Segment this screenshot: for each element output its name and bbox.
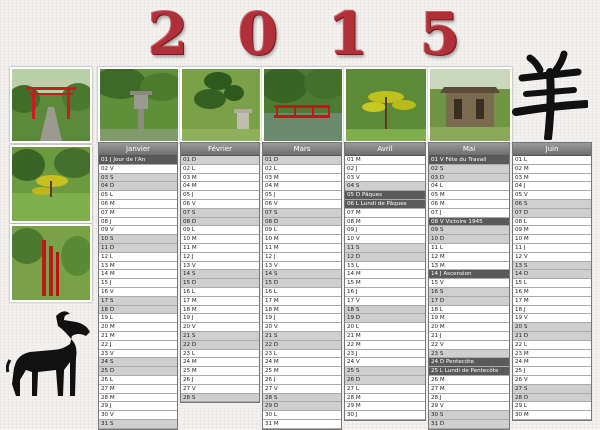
day-row: 21 S bbox=[263, 332, 341, 341]
day-row: 09 M bbox=[513, 226, 591, 235]
month-header: Mars bbox=[263, 143, 341, 156]
year-digit: 0 bbox=[237, 0, 279, 68]
day-row: 09 L bbox=[263, 226, 341, 235]
day-row: 28 M bbox=[99, 394, 177, 403]
day-row: 22 D bbox=[263, 341, 341, 350]
day-row: 24 V bbox=[345, 358, 425, 367]
day-row: 27 V bbox=[181, 385, 259, 394]
month-header: Février bbox=[181, 143, 259, 156]
day-row: 26 V bbox=[513, 376, 591, 385]
day-row: 22 V bbox=[429, 341, 509, 350]
day-row: 04 L bbox=[429, 182, 509, 191]
day-row: 20 L bbox=[345, 323, 425, 332]
day-row: 07 D bbox=[513, 209, 591, 218]
day-row: 20 S bbox=[513, 323, 591, 332]
day-row: 19 D bbox=[345, 314, 425, 323]
day-row: 30 M bbox=[513, 411, 591, 420]
day-row: 21 M bbox=[99, 332, 177, 341]
day-row: 23 M bbox=[513, 350, 591, 359]
day-row: 05 V bbox=[513, 191, 591, 200]
day-row: 31 S bbox=[99, 420, 177, 429]
day-row: 07 M bbox=[345, 209, 425, 218]
day-row: 20 V bbox=[181, 323, 259, 332]
day-row: 03 M bbox=[513, 174, 591, 183]
day-row: 22 M bbox=[345, 341, 425, 350]
day-row: 24 D Pentecôte bbox=[429, 358, 509, 367]
photo-lantern bbox=[98, 67, 180, 143]
day-row: 01 D bbox=[181, 156, 259, 165]
day-row: 14 J Ascension bbox=[429, 270, 509, 279]
day-row: 21 J bbox=[429, 332, 509, 341]
day-row: 01 V Fête du Travail bbox=[429, 156, 509, 165]
day-row: 05 L bbox=[99, 191, 177, 200]
day-row: 23 L bbox=[263, 350, 341, 359]
day-row: 02 M bbox=[513, 165, 591, 174]
day-row: 10 V bbox=[345, 235, 425, 244]
day-row: 14 S bbox=[181, 270, 259, 279]
day-row: 03 D bbox=[429, 174, 509, 183]
day-row: 04 J bbox=[513, 182, 591, 191]
day-row: 14 S bbox=[263, 270, 341, 279]
day-row: 18 L bbox=[429, 306, 509, 315]
day-row: 29 V bbox=[429, 402, 509, 411]
day-row: 13 M bbox=[429, 262, 509, 271]
day-row: 19 L bbox=[99, 314, 177, 323]
photo-red-gate bbox=[10, 67, 92, 143]
day-row: 06 L Lundi de Pâques bbox=[345, 200, 425, 209]
day-row: 26 J bbox=[263, 376, 341, 385]
month-march bbox=[262, 142, 342, 430]
day-row: 05 J bbox=[263, 191, 341, 200]
day-row: 12 V bbox=[513, 253, 591, 262]
day-row: 15 J bbox=[99, 279, 177, 288]
day-row: 12 J bbox=[181, 253, 259, 262]
photo-red-pillars bbox=[10, 224, 92, 302]
day-row: 15 D bbox=[181, 279, 259, 288]
day-row: 11 L bbox=[429, 244, 509, 253]
day-row: 18 S bbox=[345, 306, 425, 315]
day-row: 24 M bbox=[181, 358, 259, 367]
day-row: 11 S bbox=[345, 244, 425, 253]
day-row: 13 L bbox=[345, 262, 425, 271]
day-row: 28 D bbox=[513, 394, 591, 403]
day-row: 01 M bbox=[345, 156, 425, 165]
day-row: 13 V bbox=[263, 262, 341, 271]
day-row: 27 S bbox=[513, 385, 591, 394]
day-row: 21 M bbox=[345, 332, 425, 341]
day-row: 11 M bbox=[181, 244, 259, 253]
goat-silhouette-icon bbox=[6, 306, 96, 398]
day-row: 22 D bbox=[181, 341, 259, 350]
day-row: 24 S bbox=[99, 358, 177, 367]
day-row: 07 M bbox=[99, 209, 177, 218]
day-row: 28 M bbox=[345, 394, 425, 403]
day-row: 24 M bbox=[513, 358, 591, 367]
day-row: 27 M bbox=[99, 385, 177, 394]
day-row: 17 M bbox=[263, 297, 341, 306]
day-row: 29 D bbox=[263, 402, 341, 411]
day-row: 28 J bbox=[429, 394, 509, 403]
day-row: 05 J bbox=[181, 191, 259, 200]
day-row: 06 V bbox=[263, 200, 341, 209]
day-row: 16 J bbox=[345, 288, 425, 297]
photo-garden-trees bbox=[10, 145, 92, 223]
day-row: 25 D bbox=[99, 367, 177, 376]
day-row: 09 V bbox=[99, 226, 177, 235]
day-row: 16 M bbox=[513, 288, 591, 297]
day-row: 19 J bbox=[263, 314, 341, 323]
day-row: 12 D bbox=[345, 253, 425, 262]
day-row: 08 L bbox=[513, 218, 591, 227]
day-row: 30 S bbox=[429, 411, 509, 420]
day-row: 23 J bbox=[345, 350, 425, 359]
day-row: 09 J bbox=[345, 226, 425, 235]
day-row: 27 L bbox=[345, 385, 425, 394]
day-row: 10 S bbox=[99, 235, 177, 244]
day-row: 24 M bbox=[263, 358, 341, 367]
year-digit: 1 bbox=[327, 0, 369, 68]
day-row: 20 M bbox=[99, 323, 177, 332]
day-row: 25 L Lundi de Pentecôte bbox=[429, 367, 509, 376]
day-row: 07 S bbox=[263, 209, 341, 218]
day-row: 12 M bbox=[429, 253, 509, 262]
day-row: 02 J bbox=[345, 165, 425, 174]
day-row: 25 M bbox=[263, 367, 341, 376]
day-row: 19 M bbox=[429, 314, 509, 323]
day-row: 11 J bbox=[513, 244, 591, 253]
day-row: 31 D bbox=[429, 420, 509, 429]
day-row: 18 M bbox=[181, 306, 259, 315]
day-row: 06 S bbox=[513, 200, 591, 209]
day-row: 07 J bbox=[429, 209, 509, 218]
day-row: 16 L bbox=[181, 288, 259, 297]
day-row: 25 M bbox=[181, 367, 259, 376]
photo-pavilion bbox=[428, 67, 512, 143]
day-row: 10 M bbox=[513, 235, 591, 244]
month-header: Avril bbox=[345, 143, 425, 156]
day-row: 16 V bbox=[99, 288, 177, 297]
day-row: 02 L bbox=[181, 165, 259, 174]
day-row: 26 L bbox=[99, 376, 177, 385]
day-row: 02 L bbox=[263, 165, 341, 174]
day-row: 13 M bbox=[99, 262, 177, 271]
year-digit: 2 bbox=[147, 0, 189, 68]
month-june bbox=[512, 142, 592, 421]
day-row: 13 V bbox=[181, 262, 259, 271]
day-row: 30 J bbox=[345, 411, 425, 420]
day-row: 08 V Victoire 1945 bbox=[429, 218, 509, 227]
day-row: 11 M bbox=[263, 244, 341, 253]
day-row: 28 S bbox=[263, 394, 341, 403]
day-row: 09 L bbox=[181, 226, 259, 235]
day-row: 17 M bbox=[513, 297, 591, 306]
day-row: 04 M bbox=[263, 182, 341, 191]
day-row: 27 V bbox=[263, 385, 341, 394]
day-row: 21 S bbox=[181, 332, 259, 341]
day-row: 30 L bbox=[263, 411, 341, 420]
day-row: 10 D bbox=[429, 235, 509, 244]
day-row: 03 M bbox=[181, 174, 259, 183]
day-row: 29 M bbox=[345, 402, 425, 411]
day-row: 20 M bbox=[429, 323, 509, 332]
month-february bbox=[180, 142, 260, 403]
day-row: 13 S bbox=[513, 262, 591, 271]
day-row: 05 M bbox=[429, 191, 509, 200]
day-row: 18 D bbox=[99, 306, 177, 315]
day-row: 29 L bbox=[513, 402, 591, 411]
day-row: 25 S bbox=[345, 367, 425, 376]
year-digit: 5 bbox=[419, 0, 461, 68]
day-row: 04 S bbox=[345, 182, 425, 191]
day-row: 31 M bbox=[263, 420, 341, 429]
month-april bbox=[344, 142, 426, 421]
day-row: 08 M bbox=[345, 218, 425, 227]
day-row: 21 D bbox=[513, 332, 591, 341]
day-row: 14 D bbox=[513, 270, 591, 279]
day-row: 23 S bbox=[429, 350, 509, 359]
day-row: 14 M bbox=[99, 270, 177, 279]
day-row: 15 L bbox=[513, 279, 591, 288]
day-row: 08 D bbox=[181, 218, 259, 227]
day-row: 18 J bbox=[513, 306, 591, 315]
photo-topiary bbox=[180, 67, 262, 143]
month-january bbox=[98, 142, 178, 430]
day-row: 27 M bbox=[429, 385, 509, 394]
day-row: 23 V bbox=[99, 350, 177, 359]
day-row: 26 M bbox=[429, 376, 509, 385]
photo-red-bridge bbox=[262, 67, 344, 143]
day-row: 15 D bbox=[263, 279, 341, 288]
day-row: 22 J bbox=[99, 341, 177, 350]
day-row: 03 M bbox=[263, 174, 341, 183]
day-row: 06 M bbox=[99, 200, 177, 209]
day-row: 19 V bbox=[513, 314, 591, 323]
day-row: 20 V bbox=[263, 323, 341, 332]
day-row: 06 M bbox=[429, 200, 509, 209]
month-may bbox=[428, 142, 510, 430]
day-row: 04 M bbox=[181, 182, 259, 191]
day-row: 25 J bbox=[513, 367, 591, 376]
day-row: 17 S bbox=[99, 297, 177, 306]
day-row: 03 S bbox=[99, 174, 177, 183]
day-row: 09 S bbox=[429, 226, 509, 235]
day-row: 28 S bbox=[181, 394, 259, 403]
month-header: Mai bbox=[429, 143, 509, 156]
day-row: 17 V bbox=[345, 297, 425, 306]
sheep-kanji-icon bbox=[512, 50, 588, 140]
day-row: 01 J Jour de l'An bbox=[99, 156, 177, 165]
day-row: 02 S bbox=[429, 165, 509, 174]
day-row: 22 L bbox=[513, 341, 591, 350]
day-row: 08 D bbox=[263, 218, 341, 227]
day-row: 16 L bbox=[263, 288, 341, 297]
year-title bbox=[140, 0, 470, 68]
day-row: 08 J bbox=[99, 218, 177, 227]
month-header: Juin bbox=[513, 143, 591, 156]
day-row: 15 V bbox=[429, 279, 509, 288]
day-row: 30 V bbox=[99, 411, 177, 420]
day-row: 11 D bbox=[99, 244, 177, 253]
day-row: 05 D Pâques bbox=[345, 191, 425, 200]
day-row: 12 J bbox=[263, 253, 341, 262]
day-row: 23 L bbox=[181, 350, 259, 359]
day-row: 10 M bbox=[263, 235, 341, 244]
day-row: 26 J bbox=[181, 376, 259, 385]
day-row: 17 M bbox=[181, 297, 259, 306]
day-row: 03 V bbox=[345, 174, 425, 183]
day-row: 10 M bbox=[181, 235, 259, 244]
day-row: 07 S bbox=[181, 209, 259, 218]
day-row: 06 V bbox=[181, 200, 259, 209]
month-header: Janvier bbox=[99, 143, 177, 156]
day-row: 16 S bbox=[429, 288, 509, 297]
day-row: 02 V bbox=[99, 165, 177, 174]
day-row: 15 M bbox=[345, 279, 425, 288]
day-row: 12 L bbox=[99, 253, 177, 262]
day-row: 17 D bbox=[429, 297, 509, 306]
photo-cloud-trees bbox=[344, 67, 428, 143]
day-row: 01 L bbox=[513, 156, 591, 165]
day-row: 18 M bbox=[263, 306, 341, 315]
day-row: 29 J bbox=[99, 402, 177, 411]
day-row: 04 D bbox=[99, 182, 177, 191]
day-row: 14 M bbox=[345, 270, 425, 279]
day-row: 26 D bbox=[345, 376, 425, 385]
day-row: 19 J bbox=[181, 314, 259, 323]
day-row: 01 D bbox=[263, 156, 341, 165]
